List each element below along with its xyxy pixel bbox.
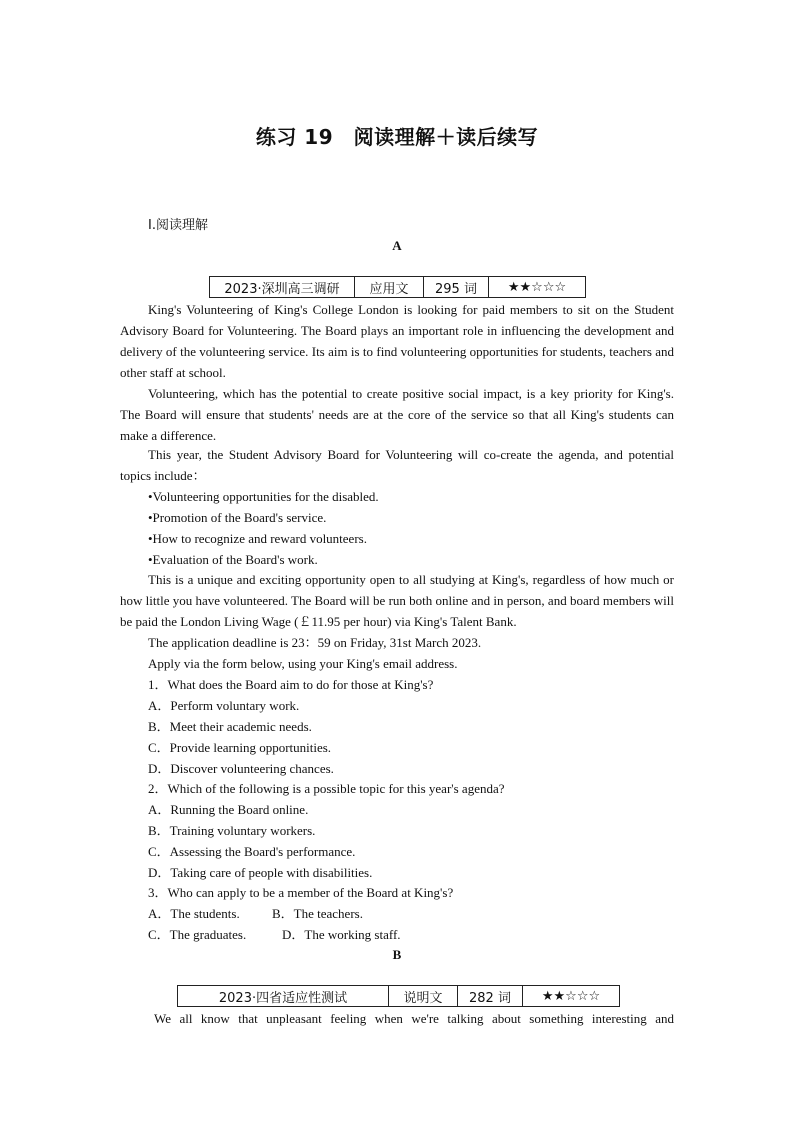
topic-bullet: •Promotion of the Board's service. — [148, 510, 327, 525]
info-word-count: 282 词 — [458, 986, 523, 1007]
deadline-text: The application deadline is 23：59 on Friday, 31st March 2023. — [148, 635, 482, 650]
question-stem: 3．Who can apply to be a member of the Board at King's? — [148, 885, 454, 900]
part-b-paragraph: We all know that unpleasant feeling when we're talking about something interesting and — [154, 1011, 674, 1026]
info-difficulty: ★★☆☆☆ — [489, 277, 586, 298]
topic-bullet: •Volunteering opportunities for the disabled. — [148, 489, 379, 504]
answer-option: A．Running the Board online. — [148, 802, 309, 817]
answer-option: B．Meet their academic needs. — [148, 719, 312, 734]
topic-bullet: •How to recognize and reward volunteers. — [148, 531, 367, 546]
answer-option: B．Training voluntary workers. — [148, 823, 316, 838]
section-heading: Ⅰ.阅读理解 — [148, 218, 208, 233]
info-genre: 说明文 — [389, 986, 458, 1007]
part-a-label: A — [392, 238, 402, 253]
part-a-info-table — [209, 276, 586, 298]
answer-option: D．The working staff. — [282, 927, 401, 942]
info-source: 2023·深圳高三调研 — [210, 277, 355, 298]
answer-option: A．Perform voluntary work. — [148, 698, 300, 713]
part-a-paragraph: Volunteering, which has the potential to create positive social impact, is a key priority for King's. The Board will ensure that students' needs are at the core of the service so that all King's students can make a difference. — [120, 386, 674, 443]
apply-text: Apply via the form below, using your King's email address. — [148, 656, 458, 671]
info-word-count: 295 词 — [424, 277, 489, 298]
answer-option: C．The graduates. — [148, 927, 247, 942]
question-stem: 1．What does the Board aim to do for those at King's? — [148, 677, 434, 692]
answer-option: B．The teachers. — [272, 906, 363, 921]
question-stem: 2．Which of the following is a possible topic for this year's agenda? — [148, 781, 505, 796]
answer-option: C．Assessing the Board's performance. — [148, 844, 356, 859]
part-a-paragraph: This is a unique and exciting opportunity open to all studying at King's, regardless of how much or how little you have volunteered. The Board will be run both online and in person, and board members will be paid the London Living Wage (￡11.95 per hour) via King's Talent Bank. — [120, 572, 674, 629]
topic-bullet: •Evaluation of the Board's work. — [148, 552, 318, 567]
answer-option: C．Provide learning opportunities. — [148, 740, 332, 755]
part-a-paragraph: This year, the Student Advisory Board for Volunteering will co-create the agenda, and potential topics include： — [120, 447, 674, 483]
info-source: 2023·四省适应性测试 — [178, 986, 389, 1007]
part-a-paragraph: King's Volunteering of King's College London is looking for paid members to sit on the Student Advisory Board for Volunteering. The Board plays an important role in influencing the development and delivery of the volunteering service. Its aim is to find volunteering opportunities for students, teachers and other staff at school. — [120, 302, 674, 380]
answer-option: A．The students. — [148, 906, 240, 921]
answer-option: D．Discover volunteering chances. — [148, 761, 334, 776]
part-b-info-table — [177, 985, 620, 1007]
page-title: 练习 19 阅读理解＋读后续写 — [255, 125, 539, 149]
info-genre: 应用文 — [355, 277, 424, 298]
answer-option: D．Taking care of people with disabilities. — [148, 865, 373, 880]
info-difficulty: ★★☆☆☆ — [523, 986, 620, 1007]
part-b-label: B — [392, 947, 402, 962]
